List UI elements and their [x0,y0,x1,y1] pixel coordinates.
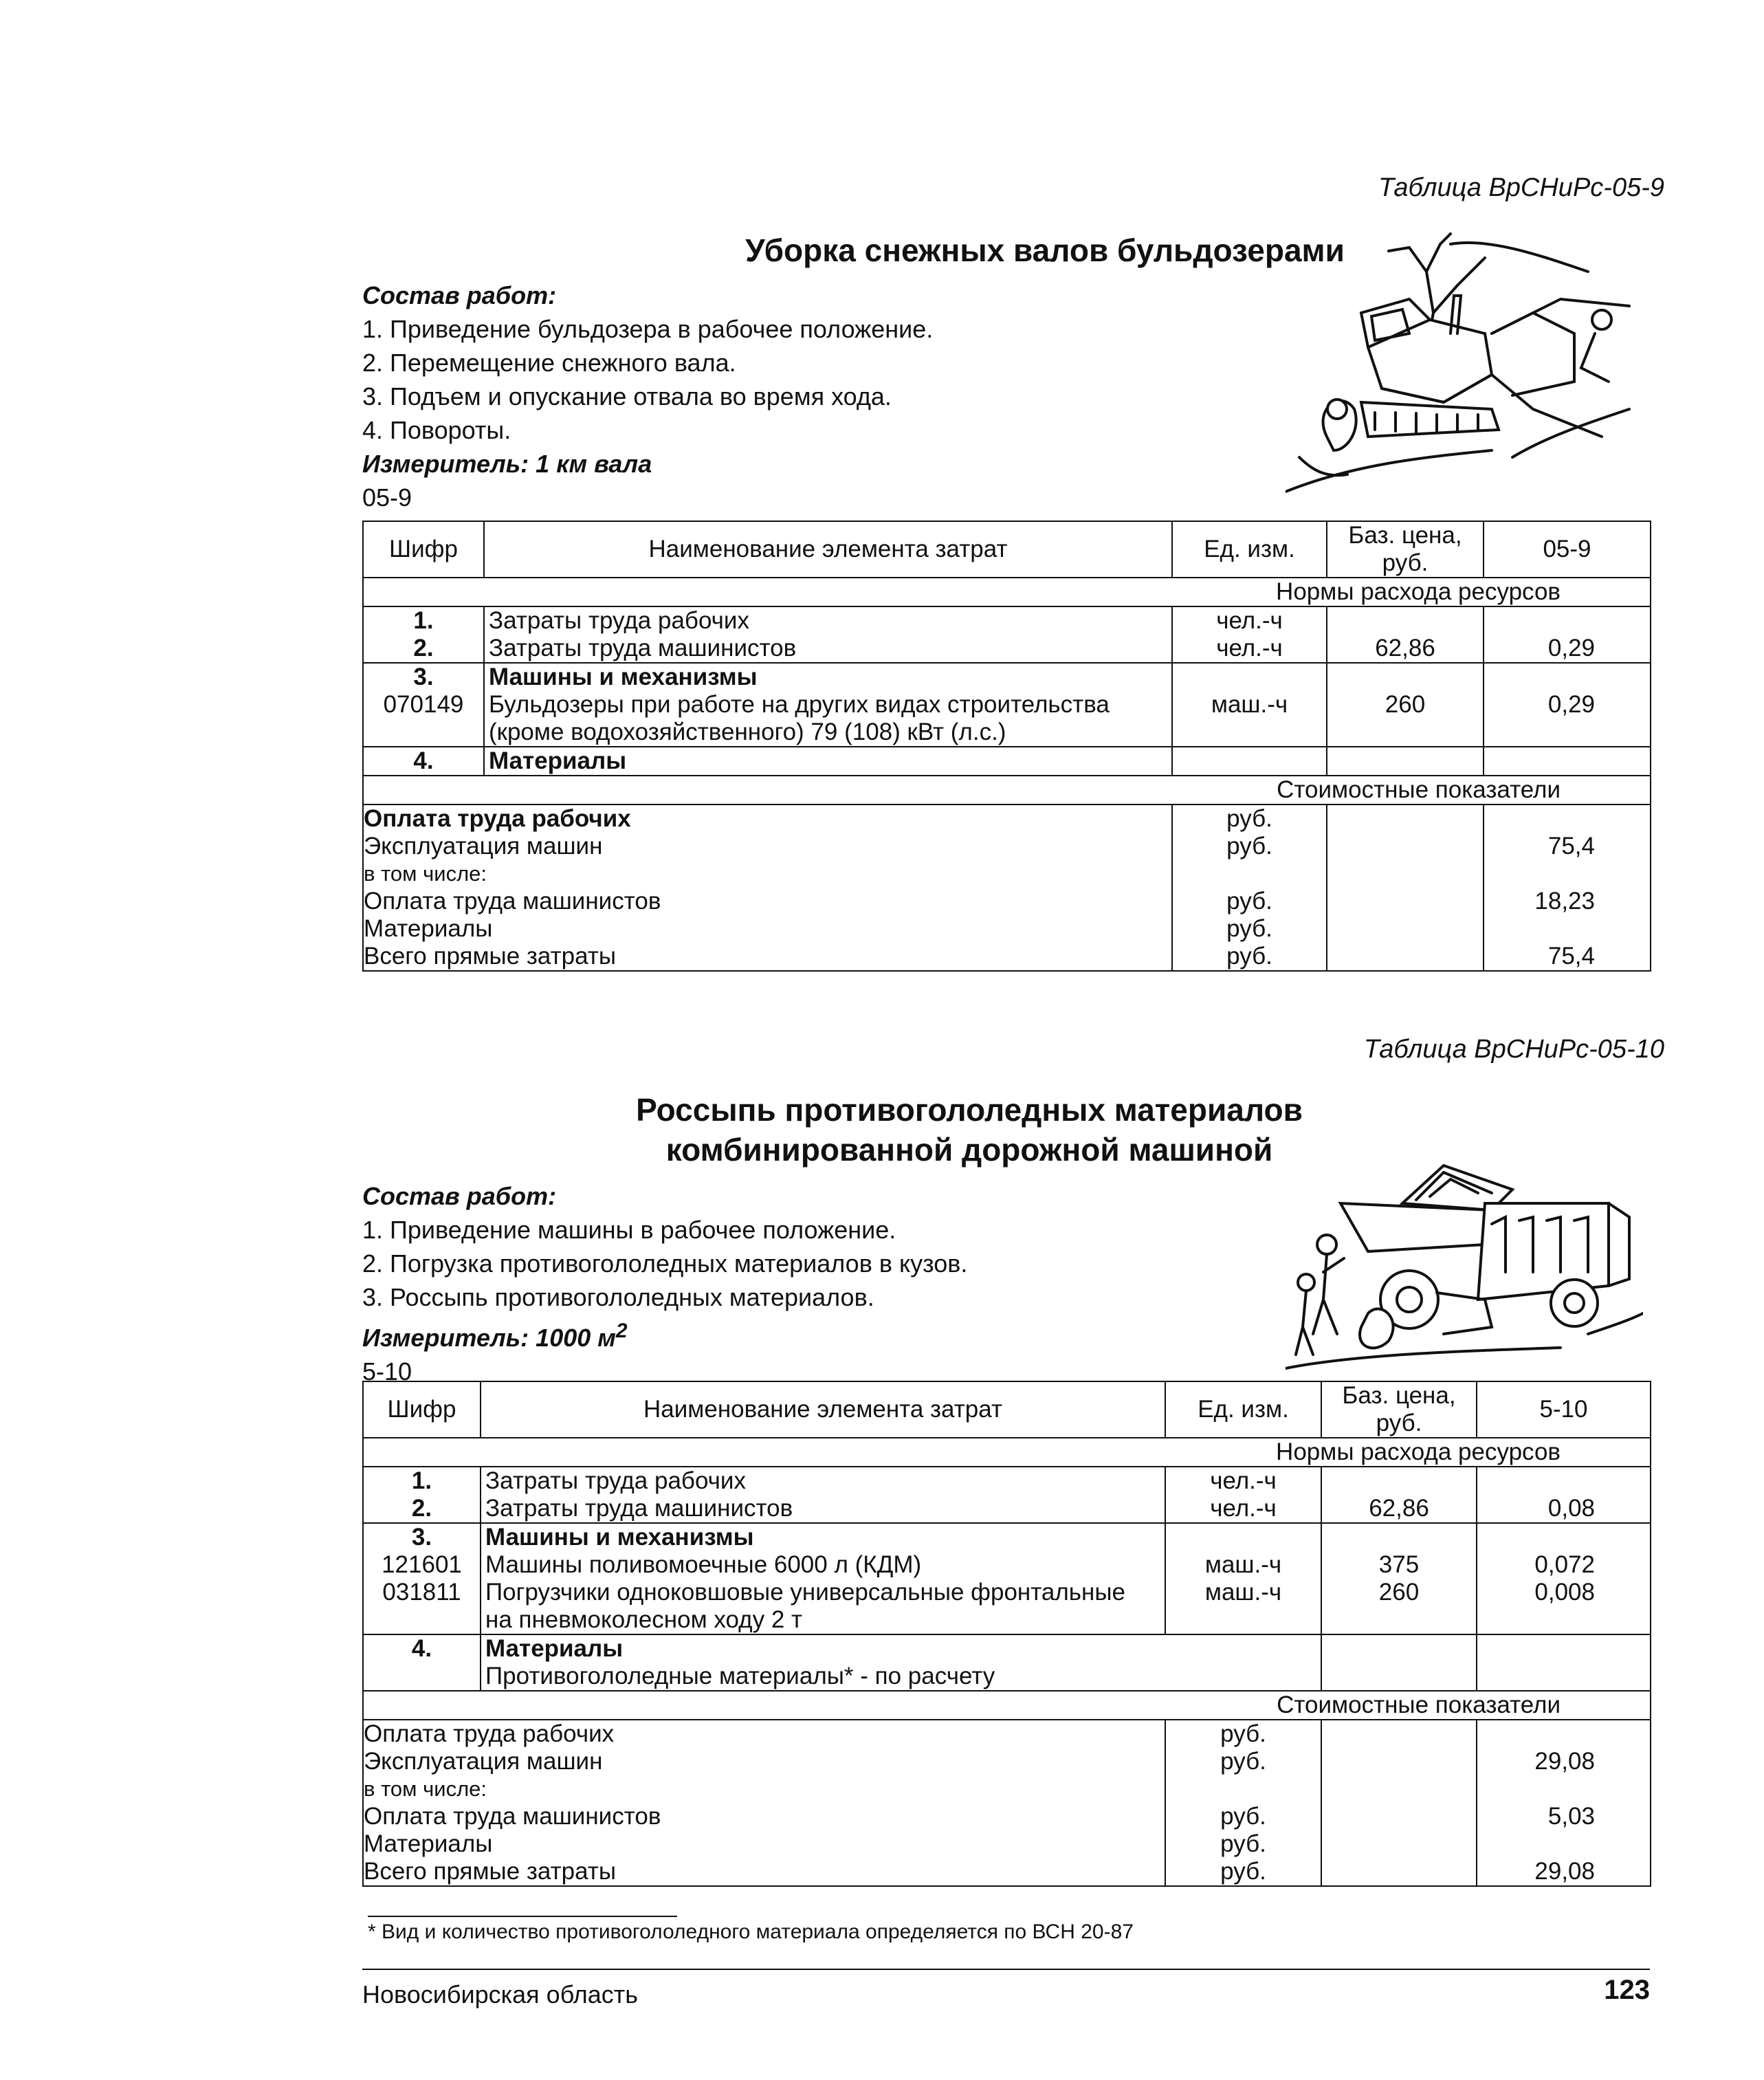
cost-row: Оплата труда рабочих руб. [363,804,1651,833]
road-machine-illustration [1286,1162,1643,1375]
footnote-divider [368,1916,677,1917]
cost-row: Оплата труда машинистов руб. 5,03 [363,1803,1651,1830]
cost-row: Эксплуатация машин руб. 75,4 [363,833,1651,860]
work-description [362,278,933,514]
table-row: 2. Затраты труда машинистов чел.-ч 62,86 0,08 [363,1495,1651,1523]
cost-row: в том числе: [363,1775,1651,1803]
table-row: 121601 Машины поливомоечные 6000 л (КДМ) маш.-ч 375 0,072 [363,1551,1651,1579]
work-step: 3. Подъем и опускание отвала во время хода. [362,382,892,410]
resource-table [362,521,1651,972]
table-caption: Таблица ВрСНиРс-05-10 [1363,1035,1664,1064]
table-code: 05-9 [362,483,412,512]
cost-title: Стоимостные показатели [363,1691,1651,1720]
table-caption: Таблица ВрСНиРс-05-9 [1378,173,1664,202]
cost-row: Всего прямые затраты руб. 75,4 [363,943,1651,971]
table-row: 3. Машины и механизмы [363,663,1651,691]
measure-unit: Измеритель: 1000 $м^2$ [362,1320,628,1352]
work-heading: Состав работ: [362,281,557,309]
resource-table [362,1381,1651,1887]
norms-title: Нормы расхода ресурсов [363,578,1651,606]
table-row: 2. Затраты труда машинистов чел.-ч 62,86 0,29 [363,635,1651,663]
norms-title: Нормы расхода ресурсов [363,1438,1651,1467]
cost-row: Оплата труда машинистов руб. 18,23 [363,888,1651,915]
header-code: Шифр [363,521,484,578]
work-description [362,1179,967,1388]
table-row: 3. Машины и механизмы [363,1523,1651,1551]
table-row: 031811 Погрузчики одноковшовые универсальные фронтальные на пневмоколесном ходу 2 т маш.-ч 260 0,008 [363,1579,1651,1634]
bulldozer-illustration [1286,230,1643,519]
header-value: 05-9 [1484,521,1651,578]
footnote: * Вид и количество противогололедного материала определяется по ВСН 20-87 [368,1920,1134,1943]
table-row: 1. Затраты труда рабочих чел.-ч [363,1467,1651,1495]
work-step: 1. Приведение бульдозера в рабочее положение. [362,315,934,343]
work-step: 2. Перемещение снежного вала. [362,349,736,377]
cost-row: Оплата труда рабочих руб. [363,1720,1651,1748]
header-name: Наименование элемента затрат [481,1381,1165,1438]
header-price: Баз. цена, руб. [1321,1381,1477,1438]
header-unit: Ед. изм. [1165,1381,1321,1438]
header-value: 5-10 [1477,1381,1651,1438]
header-name: Наименование элемента затрат [484,521,1172,578]
work-step: 1. Приведение машины в рабочее положение. [362,1216,896,1244]
table-row: 4. Материалы [363,747,1651,776]
header-code: Шифр [363,1381,481,1438]
table-row: 4. Материалы Противогололедные материалы* - по расчету [363,1634,1651,1691]
header-unit: Ед. изм. [1172,521,1327,578]
footer-divider [362,1969,1650,1970]
work-step: 2. Погрузка противогололедных материалов в кузов. [362,1249,968,1278]
work-step: 3. Россыпь противогололедных материалов. [362,1283,874,1311]
cost-row: Эксплуатация машин руб. 29,08 [363,1748,1651,1775]
cost-row: Материалы руб. [363,915,1651,943]
table-row: 1. Затраты труда рабочих чел.-ч [363,606,1651,635]
cost-row: в том числе: [363,860,1651,888]
table-row: 070149 Бульдозеры при работе на других видах строительства (кроме водохозяйственного) 79 (108) кВт (л.с.) маш.-ч 260 0,29 [363,691,1651,747]
footer-region: Новосибирская область [362,1980,638,2008]
page-number: 123 [1604,1975,1650,2005]
cost-title: Стоимостные показатели [363,776,1651,804]
section-title: Уборка снежных валов бульдозерами [745,232,1345,268]
section-title: Россыпь противогололедных материалов комбинированной дорожной машиной [636,1092,1303,1168]
measure-unit: Измеритель: 1 км вала [362,450,652,478]
cost-row: Материалы руб. [363,1830,1651,1858]
header-price: Баз. цена, руб. [1327,521,1484,578]
work-heading: Состав работ: [362,1182,557,1210]
cost-row: Всего прямые затраты руб. 29,08 [363,1858,1651,1886]
work-step: 4. Повороты. [362,416,511,444]
table-code: 5-10 [362,1357,412,1386]
